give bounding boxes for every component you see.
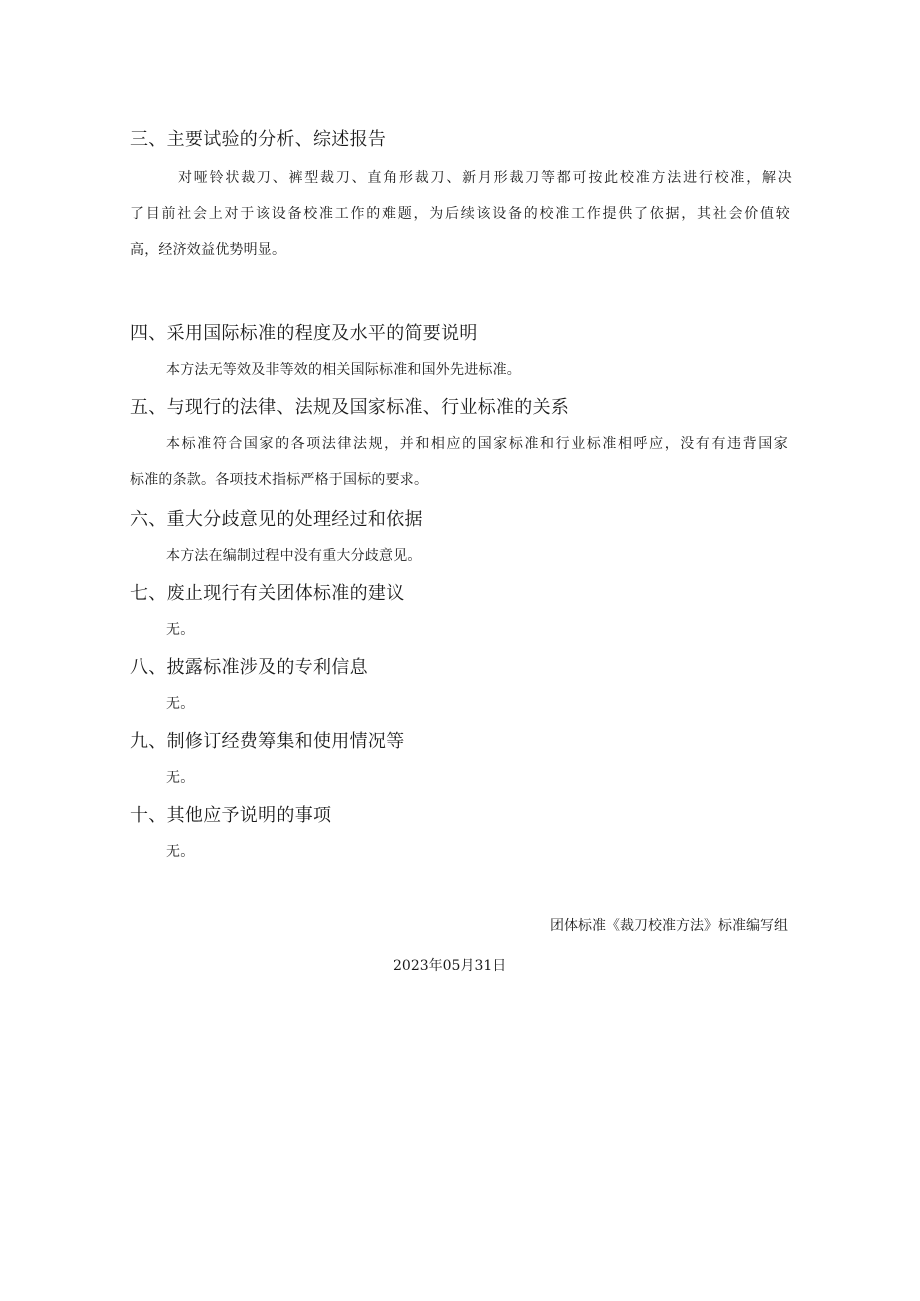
section-heading-6: 六、重大分歧意见的处理经过和依据 — [130, 509, 423, 530]
date: 2023年05月31日 — [393, 958, 507, 974]
section-7-line-1: 无。 — [166, 622, 195, 638]
section-3-line-3: 高，经济效益优势明显。 — [130, 242, 287, 258]
section-heading-7: 七、废止现行有关团体标准的建议 — [130, 583, 405, 604]
section-4-line-1: 本方法无等效及非等效的相关国际标准和国外先进标准。 — [166, 362, 521, 378]
section-8-line-1: 无。 — [166, 696, 195, 712]
signature: 团体标准《裁刀校准方法》标准编写组 — [550, 918, 788, 934]
section-heading-9: 九、制修订经费筹集和使用情况等 — [130, 731, 405, 752]
section-6-line-1: 本方法在编制过程中没有重大分歧意见。 — [166, 548, 422, 564]
section-heading-8: 八、披露标准涉及的专利信息 — [130, 657, 368, 678]
section-5-line-1: 本标准符合国家的各项法律法规，并和相应的国家标准和行业标准相呼应，没有有违背国家 — [166, 436, 788, 452]
section-5-line-2: 标准的条款。各项技术指标严格于国标的要求。 — [130, 472, 429, 488]
section-3-line-2: 了目前社会上对于该设备校准工作的难题，为后续该设备的校准工作提供了依据，其社会价值较 — [130, 206, 790, 222]
section-heading-3: 三、主要试验的分析、综述报告 — [130, 129, 387, 150]
section-heading-10: 十、其他应予说明的事项 — [130, 805, 332, 826]
section-10-line-1: 无。 — [166, 844, 195, 860]
section-heading-4: 四、采用国际标准的程度及水平的简要说明 — [130, 323, 478, 344]
section-9-line-1: 无。 — [166, 770, 195, 786]
section-3-line-1: 对哑铃状裁刀、裤型裁刀、直角形裁刀、新月形裁刀等都可按此校准方法进行校准，解决 — [178, 170, 792, 186]
section-heading-5: 五、与现行的法律、法规及国家标准、行业标准的关系 — [130, 397, 570, 418]
